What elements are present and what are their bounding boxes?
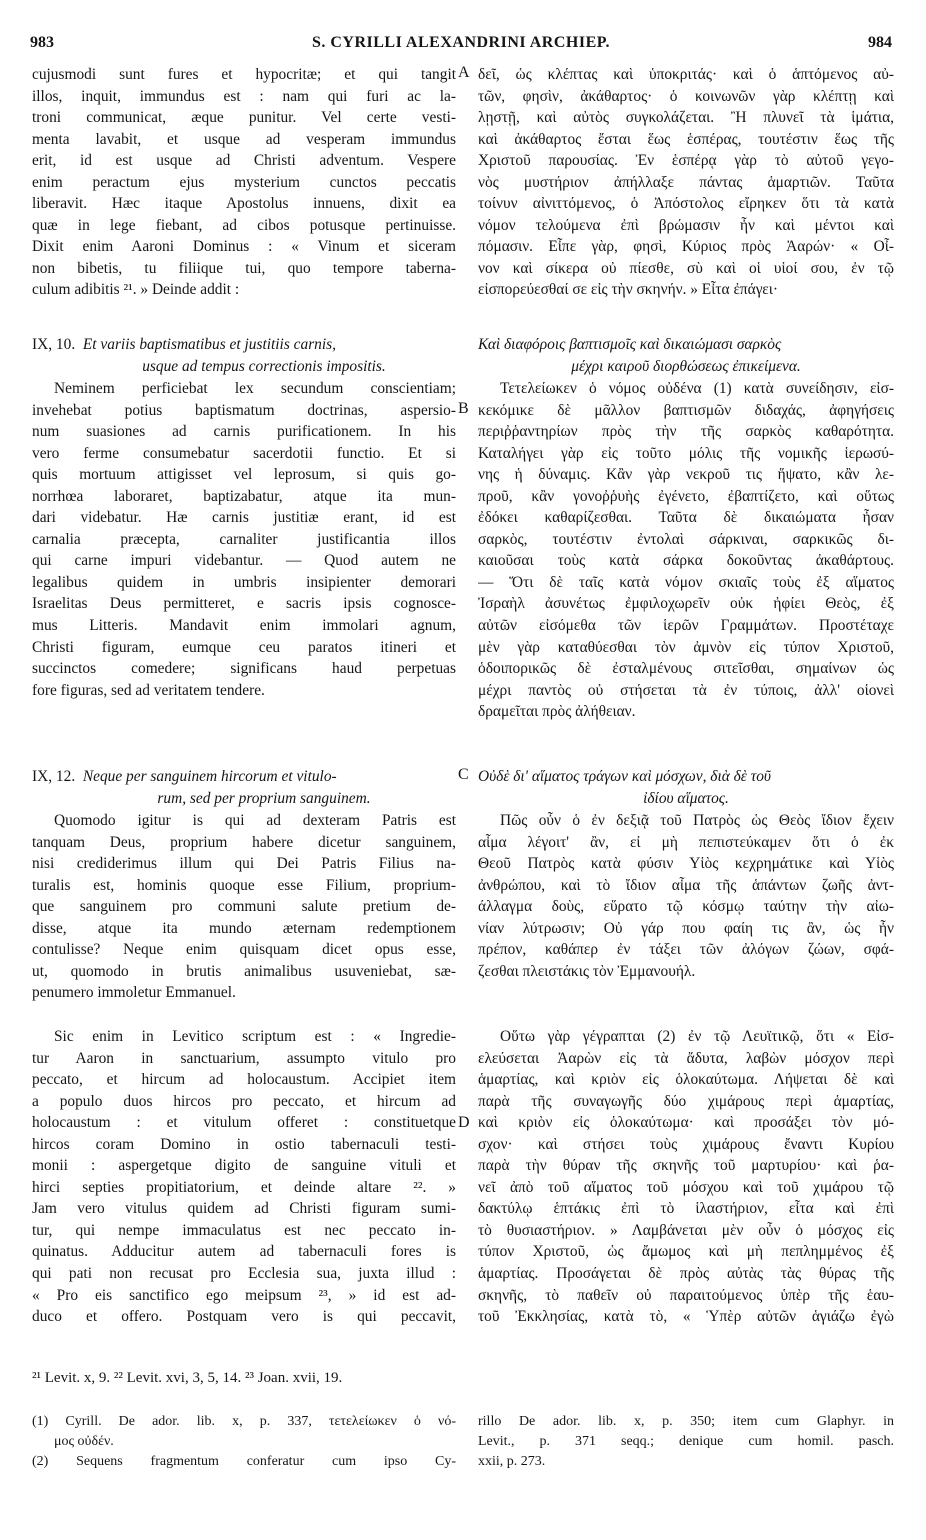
greek-heading-2 (478, 766, 894, 809)
text-line: carnalia præcepta, carnaliter justificantia illos (32, 530, 456, 548)
text-line: τύπον Χριστοῦ, ὡς ἄμωμος καὶ μὴ πεπλημμένος ἐξ (478, 1243, 894, 1261)
text-line: Πῶς οὖν ὁ ἐν δεξιᾷ τοῦ Πατρὸς ὡς Θεὸς ἴδιον ἔχειν (500, 812, 894, 829)
text-line: δακτύλῳ ἑπτάκις ἐπὶ τὸ ἱλαστήριον, εἶτα καὶ ἐπὶ (478, 1200, 894, 1218)
text-line: hircos coram Domino in ostio tabernaculi testi- (32, 1135, 456, 1153)
heading-line: rum, sed per proprium sanguinem. (157, 789, 371, 807)
text-line: Καταλήγει γὰρ εἰς τοῦτο μόλις τῆς νομικῆς ἱερωσύ- (478, 444, 894, 462)
text-line: εἰσπορεύεσθαί σε εἰς τὴν σκηνήν. » Εἶτα ἐπάγει· (478, 281, 779, 299)
text-line: quis mortuum attigisset vel leprosum, si quis go- (32, 466, 456, 484)
text-line: μὲν γὰρ καταθύεσθαι τὸν ἀμνὸν εἰς τύπον Χριστοῦ, (478, 638, 894, 656)
heading-line: Neque per sanguinem hircorum et vitulo- (82, 768, 337, 785)
text-line: πόμασιν. Εἶπε γὰρ, φησὶ, Κύριος πρὸς Ἀαρών· « Οἶ- (478, 238, 894, 256)
text-line: Quomodo igitur is qui ad dexteram Patris est (54, 812, 456, 829)
text-line: Neminem perficiebat lex secundum conscientiam; (54, 380, 456, 397)
margin-letter-a: A (458, 64, 470, 81)
text-line: ἐδόκει καθαρίζεσθαι. Ταῦτα δὲ δικαιώματα ἦσαν (478, 509, 894, 527)
text-line: δεῖ, ὡς κλέπτας καὶ ὑποκριτάς· καὶ ὁ ἁπτόμενος αὐ- (478, 66, 894, 83)
text-line: fore figuras, sed ad veritatem tendere. (32, 681, 265, 699)
text-line: mus Litteris. Mandavit enim immolari agnum, (32, 617, 456, 635)
scripture-references: ²¹ Levit. x, 9. ²² Levit. xvi, 3, 5, 14. ²³ Joan. xvii, 19. (32, 1370, 343, 1386)
text-line: qui carne impuri videbantur. — Quod autem ne (32, 552, 456, 570)
text-line: λῃστῇ, καὶ αὐτὸς συγκολάζεται. Ἢ πλυνεῖ τὰ ἱμάτια, (478, 109, 894, 127)
text-line: καὶ κριὸν εἰς ὁλοκαύτωμα· καὶ προσάξει τὸν μό- (478, 1114, 894, 1132)
text-line: προῦ, κἂν γονοῤῥυὴς ἐγένετο, ἐβαπτίζετο, καὶ οὕτως (478, 487, 894, 505)
text-line: ἀνθρώπου, καὶ τὸ ἴδιον αἷμα τῆς ἁπάντων ζωῆς ἀντ- (478, 876, 894, 894)
text-line: quæ in lege fiebant, ad cibos potusque pertinuisse. (32, 216, 456, 234)
margin-letter-b: B (458, 400, 469, 417)
text-line: qui pati non recusat pro Ecclesia sua, juxta illud : (32, 1265, 456, 1283)
text-line: norrhœa laboraret, baptizabatur, atque ita mun- (32, 487, 456, 505)
note-line: (2) Sequens fragmentum conferatur cum ipso Cy- (32, 1454, 456, 1469)
latin-block-1 (32, 64, 456, 301)
text-line: μέχρι παντὸς οὐ στήσεται τὰ ἐν τύποις, ἀλλ' οἱονεὶ (478, 681, 894, 699)
text-line: succinctos comedere; significans haud perpetuas (32, 660, 456, 678)
text-line: Jam vero vitulus quidem ad Christi figuram sumi- (32, 1200, 456, 1218)
running-header (30, 34, 892, 56)
text-line: penumero immoletur Emmanuel. (32, 984, 236, 1002)
latin-block-2 (32, 378, 456, 701)
right-column-number: 984 (868, 34, 892, 51)
text-line: tur, qui nempe immaculatus est nec peccato in- (32, 1221, 456, 1239)
text-line: Οὕτω γὰρ γέγραπται (2) ἐν τῷ Λευϊτικῷ, ὅτι « Εἰσ- (500, 1028, 894, 1045)
text-line: contulisse? Neque enim quisquam dicet opus esse, (32, 941, 456, 959)
text-line: παρὰ τῆς συναγωγῆς δύο χιμάρους περὶ ἁμαρτίας, (478, 1092, 894, 1110)
text-line: σκηνῆς, τὸ παθεῖν οὐ παραιτούμενος ὑπὲρ τῆς ἑαυ- (478, 1286, 894, 1304)
text-line: hirci septies propitiatorium, et deinde altare ²². » (32, 1178, 456, 1196)
text-line: cujusmodi sunt fures et hypocritæ; et qui tangit (32, 66, 456, 83)
text-line: Sic enim in Levitico scriptum est : « Ingredie- (54, 1028, 456, 1045)
text-line: περιῤῥαντηρίων πρὸς τὴν τῆς σαρκὸς καθαρότητα. (478, 423, 894, 441)
text-line: άλλαγμα δοὺς, εὕρατο τῷ κόσμῳ ταύτην τὴν αἰω- (478, 898, 894, 916)
editor-notes-right (478, 1412, 894, 1472)
left-column-number: 983 (30, 34, 54, 51)
heading-line: μέχρι καιροῦ διορθώσεως ἐπικείμενα. (571, 357, 801, 375)
text-line: ἁμαρτίας. Προσάγεται δὲ πρὸς αὐτὰς τὰς θύρας τῆς (478, 1265, 894, 1283)
text-line: παρὰ τὴν θύραν τῆς σκηνῆς τοῦ μαρτυρίου· καὶ ῥα- (478, 1157, 894, 1175)
text-line: dari videbatur. Hæ carnis justitiæ erant, id est (32, 509, 456, 527)
note-line: (1) Cyrill. De ador. lib. x, p. 337, τετελείωκεν ὁ νό- (32, 1414, 456, 1429)
text-line: νὸς μυστήριον ἀπήλλαξε πάντας ἁμαρτιῶν. Ταῦτα (478, 173, 894, 191)
text-line: νον καὶ σίκερα οὐ πίεσθε, σὺ καὶ οἱ υἱοί σου, ἐν τῷ (478, 259, 894, 277)
latin-heading-2 (32, 766, 456, 809)
text-line: πρέπον, καθάπερ ἐν τάξει τῶν ἀλόγων ζώων, σφά- (478, 941, 894, 959)
text-line: holocaustum : et vitulum offeret : constituetque (32, 1114, 456, 1132)
verse-reference: IX, 10. (32, 336, 76, 353)
text-line: ut, quomodo in brutis animalibus usuveniebat, sæ- (32, 962, 456, 980)
text-line: illos, inquit, immundus est : nam qui furi ac la- (32, 87, 456, 105)
text-line: Dixit enim Aaroni Dominus : « Vinum et siceram (32, 238, 456, 256)
verse-reference: IX, 12. (32, 768, 76, 785)
margin-letter-d: D (458, 1114, 470, 1131)
text-line: disse, atque ita mundo æternam redemptionem (32, 919, 456, 937)
note-line: xxii, p. 273. (478, 1454, 546, 1469)
text-line: troni communicat, æque punitur. Vel certe vesti- (32, 109, 456, 127)
text-line: nisi crediderimus illum qui Dei Patris Filius na- (32, 855, 456, 873)
greek-block-3 (478, 810, 894, 982)
text-line: — Ὅτι δὲ ταῖς κατὰ νόμον σκιαῖς τοὺς ἐξ αἵματος (478, 573, 894, 591)
text-line: τοῦ Ἐκκλησίας, κατὰ τὸ, « Ὑπὲρ αὐτῶν ἁγιάζω ἐγὼ (478, 1308, 894, 1326)
text-line: a populo duos hircos pro peccato, et hircum ad (32, 1092, 456, 1110)
text-line: turalis est, hominis quoque esse Filium, proprium- (32, 876, 456, 894)
text-line: liberavit. Hæc itaque Apostolus innuens, dixit ea (32, 195, 456, 213)
text-line: ὁδοιπορικῶς δὲ ἐσταλμένους σιτεῖσθαι, σημαίνων ὡς (478, 660, 894, 678)
heading-line: Οὐδὲ δι' αἵματος τράγων καὶ μόσχων, διὰ δὲ τοῦ (478, 768, 771, 785)
greek-block-2 (478, 378, 894, 723)
text-line: ελεύσεται Ἀαρὼν εἰς τὰ ἄδυτα, λαβὼν μόσχον περὶ (478, 1049, 894, 1067)
text-line: quinatus. Adducitur autem ad tabernaculi fores is (32, 1243, 456, 1261)
text-line: ζεσθαι πλειστάκις τὸν Ἐμμανουήλ. (478, 962, 696, 980)
text-line: « Pro eis sanctifico ego meipsum ²³, » id est ad- (32, 1286, 456, 1304)
latin-block-3 (32, 810, 456, 1004)
note-line: Levit., p. 371 seqq.; denique cum homil. pasch. (478, 1434, 894, 1449)
heading-line: Et variis baptismatibus et justitiis carnis, (82, 336, 336, 353)
text-line: νεῖ ἀπὸ τοῦ αἵματος τοῦ μόσχου καὶ τοῦ χιμάρου τῷ (478, 1178, 894, 1196)
text-line: σχον· καὶ στήσει τοὺς χιμάρους ἔναντι Κυρίου (478, 1135, 894, 1153)
text-line: νης ἡ δύναμις. Κἂν γὰρ νεκροῦ τις ἥψατο, κἂν λε- (478, 466, 894, 484)
greek-block-4 (478, 1026, 894, 1328)
text-line: τοίνυν αἰνιττόμενος, ὁ Ἀπόστολος εἴρηκεν ὅτι τὰ κατὰ (478, 195, 894, 213)
text-line: Τετελείωκεν ὁ νόμος οὐδένα (1) κατὰ συνείδησιν, εἰσ- (500, 380, 894, 397)
margin-letter-c: C (458, 766, 469, 783)
text-line: τὸ θυσιαστήριον. » Λαμβάνεται μὲν οὖν ὁ μόσχος εἰς (478, 1221, 894, 1239)
greek-heading-1 (478, 334, 894, 377)
text-line: culum adibitis ²¹. » Deinde addit : (32, 281, 240, 299)
text-line: peccato, et hircum ad holocaustum. Accipiet item (32, 1071, 456, 1089)
heading-line: Καὶ διαφόροις βαπτισμοῖς καὶ δικαιώμασι σαρκὸς (478, 336, 782, 353)
latin-block-4 (32, 1026, 456, 1328)
text-line: que sanguinem pro communi salute pretium de- (32, 898, 456, 916)
text-line: non bibetis, tu filiique tui, quo tempore taberna- (32, 259, 456, 277)
text-line: vero ferme consumebatur sacerdotii functio. Et si (32, 444, 456, 462)
text-line: tanquam Deus, proprium habere dicetur sanguinem, (32, 833, 456, 851)
editor-notes-left (32, 1412, 456, 1472)
heading-line: usque ad tempus correctionis impositis. (142, 357, 386, 375)
text-line: Θεοῦ Πατρὸς κατὰ φύσιν Υἱὸς κεχρημάτικε καὶ Υἱὸς (478, 855, 894, 873)
running-title: S. CYRILLI ALEXANDRINI ARCHIEP. (311, 34, 611, 51)
text-line: αἷμα λέγοιτ' ἂν, εἰ μὴ πεπιστεύκαμεν ὅτι ὁ ἐκ (478, 833, 894, 851)
text-line: erit, id est usque ad Christi adventum. Vespere (32, 152, 456, 170)
text-line: τῶν, φησὶν, ἀκάθαρτος· ὁ κοινωνῶν γὰρ κλέπτῃ καὶ (478, 87, 894, 105)
text-line: σαρκὸς, τουτέστιν ἐντολαὶ σάρκιναι, σαρκικῶς δι- (478, 530, 894, 548)
text-line: νόμον τελούμενα ἐπὶ βρώμασιν ἦν καὶ μέντοι καὶ (478, 216, 894, 234)
text-line: num suasiones ad carnis purificationem. In his (32, 423, 456, 441)
text-line: καὶ ἀκάθαρτος ἔσται ἕως ἑσπέρας, τουτέστιν ἕως τῆς (478, 130, 894, 148)
text-line: νίαν λύτρωσιν; Οὐ γάρ που φαίη τις ἂν, ὡς ἦν (478, 919, 894, 937)
text-line: καιοῦσαι τοὺς κατὰ σάρκα δοκοῦντας ἀκαθάρτους. (478, 552, 894, 570)
heading-line: ἰδίου αἵματος. (643, 789, 729, 807)
text-line: Χριστοῦ παρουσίας. Ἐν ἑσπέρᾳ γὰρ τὸ αὐτοῦ γεγο- (478, 152, 894, 170)
text-line: Christi figuram, eumque ceu paratos itineri et (32, 638, 456, 656)
text-line: menta lavabit, et usque ad vesperam immundus (32, 130, 456, 148)
note-line: μος οὐδέν. (54, 1434, 114, 1449)
text-line: duco et offero. Postquam vero is qui peccavit, (32, 1308, 456, 1326)
text-line: tur Aaron in sanctuarium, assumpto vitulo pro (32, 1049, 456, 1067)
greek-block-1 (478, 64, 894, 301)
latin-heading-1 (32, 334, 456, 377)
text-line: monii : aspergetque digito de sanguine vituli et (32, 1157, 456, 1175)
text-line: Ἰσραὴλ ἀσυνέτως ἐμφιλοχωρεῖν οὐκ ἠφίει Θεὸς, ἐξ (478, 595, 894, 613)
text-line: Israelitas Deus permitteret, e sacris ipsis cognosce- (32, 595, 456, 613)
note-line: rillo De ador. lib. x, p. 350; item cum Glaphyr. in (478, 1414, 894, 1429)
text-line: ἁμαρτίας, καὶ κριὸν εἰς ὁλοκαύτωμα. Λήψεται δὲ καὶ (478, 1071, 894, 1089)
text-line: legalibus quidem in umbris insipienter demorari (32, 573, 456, 591)
text-line: δραμεῖται πρὸς ἀλήθειαν. (478, 703, 636, 721)
text-line: enim peractum ejus mysterium cunctos peccatis (32, 173, 456, 191)
text-line: αὐτῶν εἰσόμεθα τῶν ἱερῶν Γραμμάτων. Προστέταχε (478, 617, 894, 635)
text-line: κεκόμικε δὲ μᾶλλον βαπτισμῶν διδαχάς, ἀφηγήσεις (478, 401, 894, 419)
text-line: invehebat potius baptismatum doctrinas, aspersio- (32, 401, 456, 419)
